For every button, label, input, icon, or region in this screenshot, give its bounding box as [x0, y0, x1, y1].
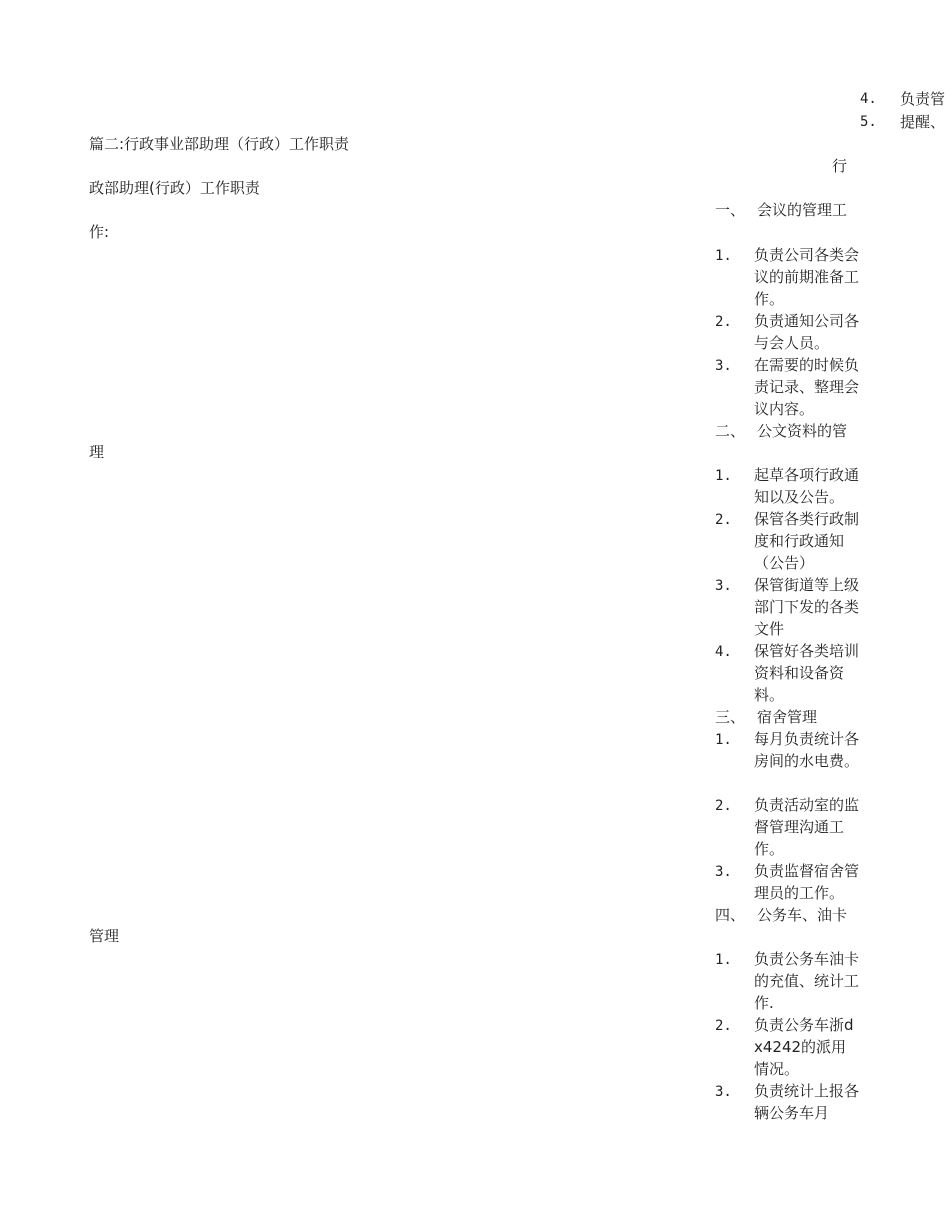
list-item-text: 负责公务车浙dx4242的派用情况。: [754, 1016, 854, 1078]
list-item-text: 每月负责统计各房间的水电费。: [754, 730, 860, 770]
section-heading: 公文资料的管: [757, 422, 848, 440]
list-number: 4.: [715, 644, 732, 660]
list-number: 3.: [715, 1084, 732, 1100]
list-item-text: 在需要的时候负责记录、整理会议内容。: [754, 356, 860, 418]
list-number: 2.: [715, 512, 732, 528]
page-title: 篇二:行政事业部助理（行政）工作职责: [89, 135, 350, 153]
list-number: 5.: [860, 114, 877, 130]
list-item-text: 保管好各类培训资料和设备资料。: [754, 642, 860, 704]
list-item-text: 提醒、: [900, 113, 946, 131]
section-number: 二、: [715, 422, 746, 440]
list-number: 1.: [715, 732, 732, 748]
list-number: 1.: [715, 952, 732, 968]
text-fragment: 理: [89, 443, 105, 461]
list-item-text: 保管街道等上级部门下发的各类文件: [754, 576, 860, 638]
list-item-text: 起草各项行政通知以及公告。: [754, 466, 860, 506]
text-fragment: 作:: [89, 223, 110, 241]
list-number: 4.: [860, 91, 877, 107]
list-number: 2.: [715, 314, 732, 330]
section-heading: 会议的管理工: [757, 201, 848, 219]
list-number: 3.: [715, 358, 732, 374]
list-number: 3.: [715, 864, 732, 880]
subtitle: 政部助理(行政）工作职责: [89, 179, 260, 197]
list-item-text: 负责管: [900, 90, 946, 108]
section-heading: 宿舍管理: [757, 708, 818, 726]
list-number: 1.: [715, 468, 732, 484]
list-number: 2.: [715, 1018, 732, 1034]
list-number: 3.: [715, 578, 732, 594]
section-heading: 公务车、油卡: [757, 906, 848, 924]
list-item-text: 负责统计上报各辆公务车月: [754, 1082, 860, 1122]
list-item-text: 负责活动室的监督管理沟通工作。: [754, 796, 860, 858]
section-number: 四、: [715, 906, 746, 924]
list-number: 1.: [715, 248, 732, 264]
section-number: 一、: [715, 201, 746, 219]
list-item-text: 负责监督宿舍管理员的工作。: [754, 862, 860, 902]
section-number: 三、: [715, 708, 746, 726]
list-item-text: 负责公务车油卡的充值、统计工作.: [754, 950, 860, 1012]
list-number: 2.: [715, 798, 732, 814]
text-fragment: 管理: [89, 927, 120, 945]
list-item-text: 保管各类行政制度和行政通知（公告）: [754, 510, 860, 572]
text-fragment: 行: [832, 157, 848, 175]
list-item-text: 负责通知公司各与会人员。: [754, 312, 860, 352]
list-item-text: 负责公司各类会议的前期准备工作。: [754, 246, 860, 308]
